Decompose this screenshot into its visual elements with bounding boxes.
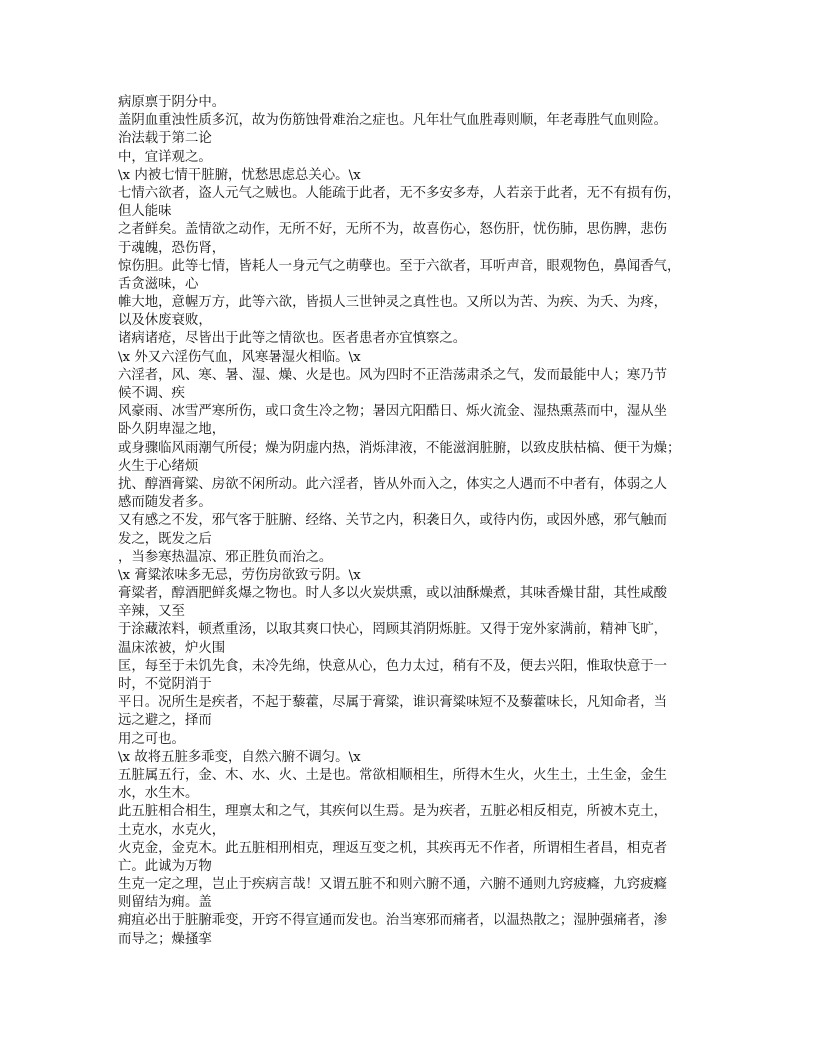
text-line: 生克一定之理，岂止于疾病言哉！又谓五脏不和则六腑不通，六腑不通则九窍疲癃，九窍疲癃 [118,877,668,893]
text-line: 远之避之，择而 [118,713,212,729]
text-line: 之者鲜矣。盖情欲之动作，无所不好，无所不为，故喜伤心，怒伤肝，忧伤肺，思伤脾，悲伤 [118,222,668,238]
text-line: 七情六欲者，盗人元气之贼也。人能疏于此者，无不多安多寿，人若亲于此者，无不有损有伤， [118,185,681,201]
text-line: 扰、醇酒膏粱、房欲不闲所动。此六淫者，皆从外而入之，体实之人遇而不中者有，体弱之人 [118,476,668,492]
text-line: 温床浓被，炉火围 [118,640,226,656]
text-line: 发之，既发之后 [118,531,212,547]
text-line: 则留结为痈。盖 [118,895,212,911]
text-line: 平日。况所生是疾者，不起于藜藿，尽属于膏粱，谁识膏粱味短不及藜藿味长，凡知命者，当 [118,695,668,711]
text-line: 辛辣，又至 [118,604,185,620]
text-line: 又有感之不发，邪气客于脏腑、经络、关节之内，积袭日久，或待内伤，或因外感，邪气触而 [118,513,668,529]
text-line: \x 故将五脏多乖变，自然六腑不调匀。\x [118,749,361,765]
text-line: 惊伤胆。此等七情，皆耗人一身元气之萌孽也。至于六欲者，耳听声音，眼观物色，鼻闻香气， [118,258,681,274]
text-line: 火克金，金克木。此五脏相刑相克，理返互变之机，其疾再无不作者，所谓相生者昌，相克者 [118,840,668,856]
text-line: 土克水，水克火， [118,822,226,838]
text-line: \x 内被七情干脏腑，忧愁思虑总关心。\x [118,167,361,183]
text-line: 治法载于第二论 [118,131,212,147]
text-line: 亡。此诚为万物 [118,858,212,874]
text-line: 风豪雨、冰雪严寒所伤，或口贪生冷之物；暑因亢阳酷日、烁火流金、湿热熏蒸而中，湿从坐 [118,404,668,420]
text-line: \x 外又六淫伤气血，风寒暑湿火相临。\x [118,349,361,365]
text-line: 水，水生木。 [118,786,199,802]
document-body [118,94,758,949]
text-line: 于涂藏浓料，顿煮重汤，以取其爽口快心，罔顾其消阴烁脏。又得于宠外家满前，精神飞旷， [118,622,668,638]
text-line: 于魂魄，恐伤肾， [118,240,226,256]
text-line: 病原禀于阴分中。 [118,95,226,110]
text-line: 但人能味 [118,204,172,220]
text-line: 膏粱者，醇酒肥鲜炙爆之物也。时人多以火炭烘熏，或以油酥燥煮，其味香燥甘甜，其性咸酸 [118,586,668,602]
text-line: 匡，每至于未饥先食，未冷先绵，快意从心，色力太过，稍有不及，便去兴阳，惟取快意于一 [118,658,668,674]
text-line: ，当参寒热温凉、邪正胜负而治之。 [118,549,333,565]
text-line: 用之可也。 [118,731,185,747]
text-line: 时，不觉阴消于 [118,677,212,692]
text-line: 诸病诸疮，尽皆出于此等之情欲也。医者患者亦宜慎察之。 [118,331,467,347]
text-line: 舌贪滋味，心 [118,276,199,292]
text-line: 火生于心绪烦 [118,458,199,474]
text-line: 痈疽必出于脏腑乖变，开窍不得宣通而发也。治当寒邪而痛者，以温热散之；湿肿强痛者，渗 [118,913,668,929]
text-line: 此五脏相合相生，理禀太和之气，其疾何以生焉。是为疾者，五脏必相反相克，所被木克土， [118,804,668,820]
text-line: 而导之；燥搔挛 [118,931,212,947]
text-line: 中，宜详观之。 [118,149,212,165]
text-line: \x 膏粱浓味多无忌，劳伤房欲致亏阴。\x [118,567,361,583]
text-line: 以及休废衰败， [118,313,212,329]
text-line: 五脏属五行，金、木、水、火、土是也。常欲相顺相生，所得木生火，火生土，土生金，金生 [118,767,668,783]
text-line: 感而随发者多。 [118,495,212,511]
text-line: 帷大地，意幄万方，此等六欲，皆损人三世钟灵之真性也。又所以为苦、为疾、为夭、为疼， [118,295,668,311]
text-line: 盖阴血重浊性质多沉，故为伤筋蚀骨难治之症也。凡年壮气血胜毒则顺，年老毒胜气血则险。 [118,113,668,129]
text-line: 或身骤临风雨潮气所侵；燥为阴虚内热，消烁津液，不能滋润脏腑，以致皮肤枯槁、便干为燥； [118,440,681,456]
text-line: 六淫者，风、寒、暑、湿、燥、火是也。风为四时不正浩荡肃杀之气，发而最能中人；寒乃节 [118,367,668,383]
text-line: 卧久阴卑湿之地， [118,422,226,438]
text-line: 候不调、疾 [118,386,185,401]
